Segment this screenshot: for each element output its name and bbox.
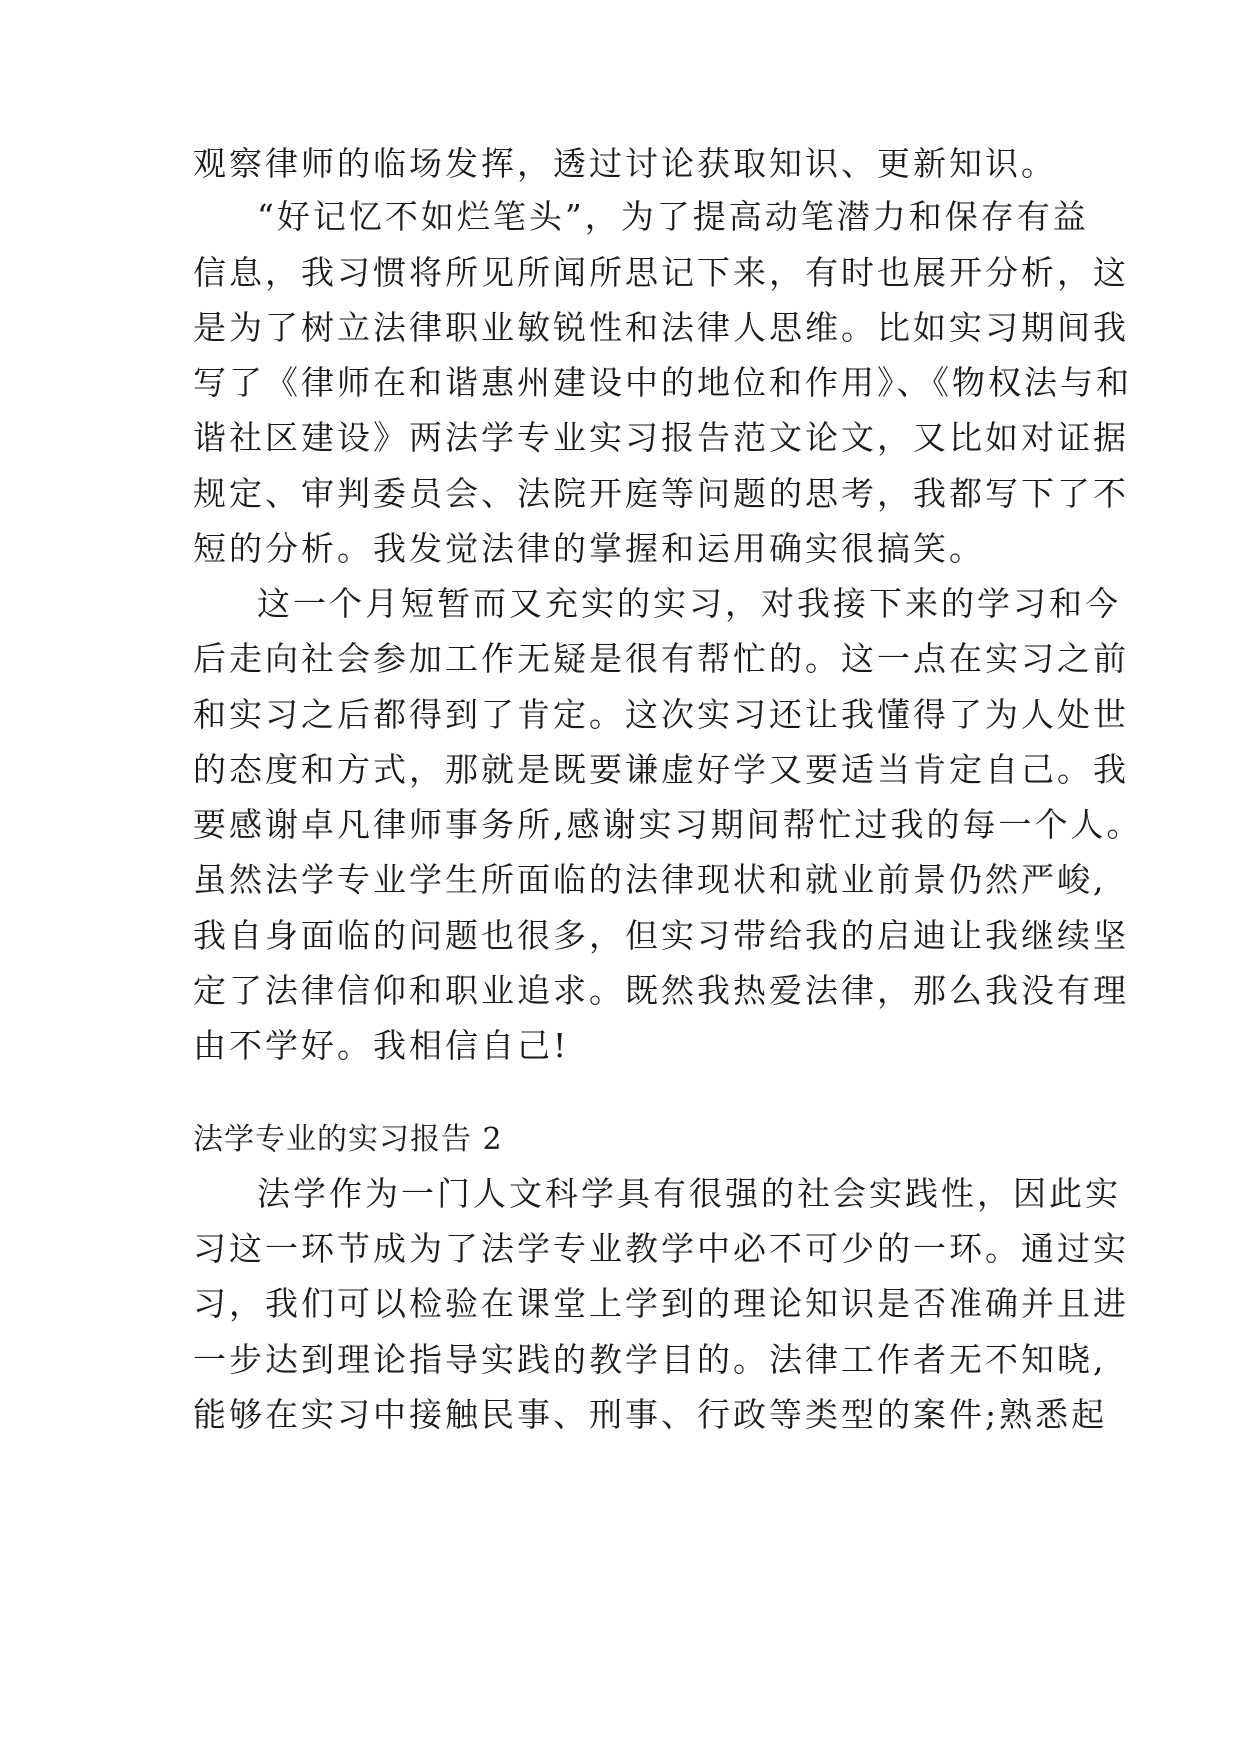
paragraph-line: 是为了树立法律职业敏锐性和法律人思维。比如实习期间我 xyxy=(193,308,1129,347)
paragraph-line: 我自身面临的问题也很多，但实习带给我的启迪让我继续坚 xyxy=(193,916,1129,955)
paragraph-line: 的态度和方式，那就是既要谦虚好学又要适当肯定自己。我 xyxy=(193,750,1129,789)
paragraph-line: 要感谢卓凡律师事务所,感谢实习期间帮忙过我的每一个人。 xyxy=(193,805,1143,844)
paragraph-line: 和实习之后都得到了肯定。这次实习还让我懂得了为人处世 xyxy=(193,695,1129,734)
paragraph-line: 规定、审判委员会、法院开庭等问题的思考，我都写下了不 xyxy=(193,474,1129,513)
paragraph-line: 定了法律信仰和职业追求。既然我热爱法律，那么我没有理 xyxy=(193,971,1129,1010)
paragraph-line: 短的分析。我发觉法律的掌握和运用确实很搞笑。 xyxy=(193,529,985,568)
paragraph-line: 这一个月短暂而又充实的实习，对我接下来的学习和今 xyxy=(257,584,1121,623)
paragraph-line: 虽然法学专业学生所面临的法律现状和就业前景仍然严峻, xyxy=(193,860,1107,899)
paragraph-line: 习这一环节成为了法学专业教学中必不可少的一环。通过实 xyxy=(193,1229,1129,1268)
paragraph-line: 一步达到理论指导实践的教学目的。法律工作者无不知晓, xyxy=(193,1340,1107,1379)
paragraph-line: “好记忆不如烂笔头”，为了提高动笔潜力和保存有益 xyxy=(257,197,1089,236)
paragraph-line: 信息，我习惯将所见所闻所思记下来，有时也展开分析，这 xyxy=(193,253,1129,292)
section-heading: 法学专业的实习报告 2 xyxy=(193,1122,503,1157)
paragraph-line: 写了《律师在和谐惠州建设中的地位和作用》、《物权法与和 xyxy=(193,363,1132,402)
paragraph-line: 法学作为一门人文科学具有很强的社会实践性，因此实 xyxy=(257,1174,1121,1213)
paragraph-line: 观察律师的临场发挥，透过讨论获取知识、更新知识。 xyxy=(193,144,1057,183)
paragraph-line: 谐社区建设》两法学专业实习报告范文论文，又比如对证据 xyxy=(193,418,1129,457)
paragraph-line: 习，我们可以检验在课堂上学到的理论知识是否准确并且进 xyxy=(193,1284,1129,1323)
paragraph-line: 后走向社会参加工作无疑是很有帮忙的。这一点在实习之前 xyxy=(193,639,1129,678)
paragraph-line: 能够在实习中接触民事、刑事、行政等类型的案件;熟悉起 xyxy=(193,1395,1108,1434)
paragraph-line: 由不学好。我相信自己! xyxy=(193,1026,570,1065)
